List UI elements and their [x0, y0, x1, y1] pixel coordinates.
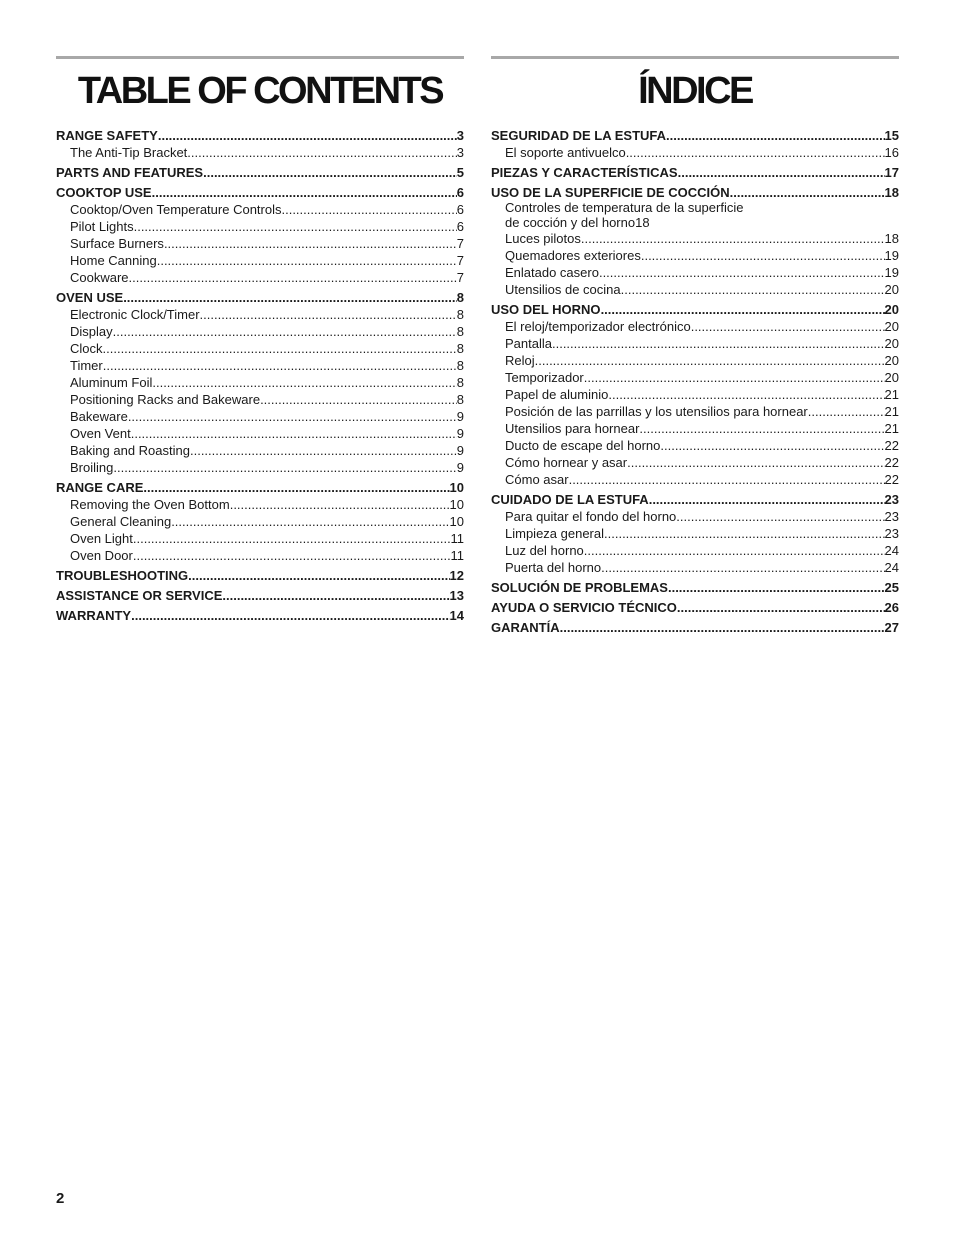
dot-leader — [560, 619, 885, 636]
toc-page-number: 21 — [884, 421, 899, 436]
toc-page-number: 10 — [449, 480, 464, 495]
toc-item-label: El reloj/temporizador electrónico — [505, 319, 691, 334]
toc-item-label: Cooktop/Oven Temperature Controls — [70, 202, 282, 217]
toc-item-entry — [56, 235, 464, 252]
toc-item-label: Bakeware — [70, 409, 128, 424]
toc-item-label: Limpieza general — [505, 526, 605, 541]
toc-page-number: 6 — [456, 185, 464, 200]
toc-page-number: 8 — [456, 324, 464, 339]
toc-item-entry — [56, 144, 464, 161]
toc-section-entry — [56, 479, 464, 496]
toc-item-entry — [491, 559, 899, 576]
toc-item-entry — [491, 454, 899, 471]
toc-item-label: Oven Door — [70, 548, 133, 563]
toc-page-number: 23 — [884, 492, 899, 507]
toc-page-number: 12 — [449, 568, 464, 583]
dot-leader — [143, 479, 449, 496]
toc-item-label: Pilot Lights — [70, 219, 134, 234]
english-column — [56, 56, 464, 624]
dot-leader — [599, 264, 885, 281]
toc-section-label: GARANTÍA — [491, 620, 560, 635]
toc-section-label: PARTS AND FEATURES — [56, 165, 204, 180]
toc-page-number: 9 — [456, 426, 464, 441]
toc-item-label: Cómo asar — [505, 472, 569, 487]
toc-item-label: Oven Light — [70, 531, 133, 546]
toc-item-entry — [56, 425, 464, 442]
toc-section-label: USO DE LA SUPERFICIE DE COCCIÓN — [491, 185, 730, 200]
toc-page-number: 9 — [456, 409, 464, 424]
toc-page-number: 21 — [884, 404, 899, 419]
dot-leader — [103, 340, 457, 357]
toc-item-label: Cómo hornear y asar — [505, 455, 628, 470]
toc-item-entry — [491, 144, 899, 161]
toc-page-number: 11 — [450, 548, 464, 563]
toc-section-entry — [56, 127, 464, 144]
toc-page-number: 20 — [884, 370, 899, 385]
dot-leader — [152, 374, 456, 391]
toc-item-entry — [491, 437, 899, 454]
toc-section-entry — [491, 619, 899, 636]
toc-item-label: Surface Burners — [70, 236, 164, 251]
toc-item-entry — [56, 513, 464, 530]
toc-section-label: TROUBLESHOOTING — [56, 568, 189, 583]
toc-page-number: 20 — [884, 282, 899, 297]
toc-section-label: ASSISTANCE OR SERVICE — [56, 588, 223, 603]
toc-page-number: 16 — [884, 145, 899, 160]
toc-item-entry — [491, 201, 899, 230]
toc-item-entry — [491, 525, 899, 542]
toc-item-label: Pantalla — [505, 336, 552, 351]
toc-section-entry — [491, 164, 899, 181]
toc-section-entry — [491, 127, 899, 144]
toc-page-number: 9 — [456, 460, 464, 475]
dot-leader — [113, 323, 457, 340]
toc-page-number: 8 — [456, 358, 464, 373]
toc-section-entry — [491, 184, 899, 201]
dot-leader — [164, 235, 457, 252]
toc-item-entry — [56, 340, 464, 357]
toc-page-number: 20 — [884, 319, 899, 334]
toc-item-entry — [491, 471, 899, 488]
dot-leader — [281, 201, 456, 218]
toc-item-entry — [491, 542, 899, 559]
dot-leader — [200, 306, 457, 323]
toc-item-entry — [491, 247, 899, 264]
dot-leader — [569, 471, 885, 488]
toc-page-number: 13 — [449, 588, 464, 603]
toc-page-number: 15 — [884, 128, 899, 143]
toc-item-entry — [491, 335, 899, 352]
toc-item-label: Controles de temperatura de la superficie — [505, 200, 744, 215]
toc-item-label: Enlatado casero — [505, 265, 599, 280]
dot-leader — [131, 607, 449, 624]
dot-leader — [103, 357, 457, 374]
dot-leader — [190, 442, 457, 459]
toc-section-label: WARRANTY — [56, 608, 132, 623]
dot-leader — [230, 496, 450, 513]
page-title: ÍNDICE — [638, 70, 752, 112]
toc-item-label: Papel de aluminio — [505, 387, 609, 402]
dot-leader — [203, 164, 457, 181]
toc-page-number: 8 — [456, 341, 464, 356]
toc-item-label: Removing the Oven Bottom — [70, 497, 230, 512]
spanish-column — [491, 56, 899, 636]
toc-page-number: 11 — [450, 531, 464, 546]
toc-page-number: 24 — [884, 560, 899, 575]
toc-item-entry — [491, 420, 899, 437]
toc-item-label: General Cleaning — [70, 514, 172, 529]
toc-item-label: Electronic Clock/Timer — [70, 307, 200, 322]
toc-item-entry — [491, 281, 899, 298]
toc-page-number: 3 — [456, 128, 464, 143]
toc-item-continuation — [505, 215, 899, 230]
toc-page-number: 9 — [456, 443, 464, 458]
toc-item-entry — [56, 374, 464, 391]
toc-item-label: Aluminum Foil — [70, 375, 153, 390]
toc-page-number: 17 — [884, 165, 899, 180]
toc-item-label: Posición de las parrillas y los utensilios para hornear — [505, 404, 808, 419]
toc-page-number: 7 — [456, 236, 464, 251]
toc-section-label: OVEN USE — [56, 290, 124, 305]
toc-page-number: 10 — [449, 514, 464, 529]
toc-page-number: 20 — [884, 336, 899, 351]
toc-page-number: 3 — [456, 145, 464, 160]
toc-list — [491, 127, 899, 636]
dot-leader — [601, 301, 885, 318]
toc-page-number: 24 — [884, 543, 899, 558]
toc-page-number: 5 — [456, 165, 464, 180]
toc-section-label: USO DEL HORNO — [491, 302, 601, 317]
dot-leader — [627, 454, 884, 471]
toc-item-entry — [491, 230, 899, 247]
toc-item-label: Quemadores exteriores — [505, 248, 641, 263]
toc-item-entry — [56, 218, 464, 235]
page-title: TABLE OF CONTENTS — [77, 70, 443, 112]
dot-leader — [678, 164, 885, 181]
dot-leader — [128, 408, 457, 425]
dot-leader — [171, 513, 449, 530]
toc-section-entry — [491, 579, 899, 596]
dot-leader — [134, 218, 457, 235]
toc-page-number: 23 — [884, 509, 899, 524]
dot-leader — [808, 403, 885, 420]
toc-page-number: 22 — [884, 455, 899, 470]
toc-item-entry — [56, 442, 464, 459]
toc-section-label: SOLUCIÓN DE PROBLEMAS — [491, 580, 668, 595]
toc-item-entry — [56, 391, 464, 408]
toc-item-entry — [56, 323, 464, 340]
toc-item-label: Luz del horno — [505, 543, 584, 558]
toc-item-entry — [491, 508, 899, 525]
toc-page-number: 23 — [884, 526, 899, 541]
toc-item-entry — [491, 318, 899, 335]
toc-item-entry — [56, 306, 464, 323]
toc-section-label: SEGURIDAD DE LA ESTUFA — [491, 128, 667, 143]
toc-page-number: 14 — [449, 608, 464, 623]
toc-item-label: Display — [70, 324, 113, 339]
dot-leader — [641, 247, 885, 264]
toc-item-label: Utensilios para hornear — [505, 421, 640, 436]
toc-item-entry — [56, 530, 464, 547]
dot-leader — [649, 491, 885, 508]
toc-page-number: 27 — [884, 620, 899, 635]
toc-page-number: 7 — [456, 270, 464, 285]
toc-section-entry — [491, 491, 899, 508]
toc-item-label: Broiling — [70, 460, 114, 475]
toc-item-label: Puerta del horno — [505, 560, 602, 575]
toc-section-entry — [56, 587, 464, 604]
toc-page-number: 7 — [456, 253, 464, 268]
toc-item-entry — [491, 264, 899, 281]
top-rule — [56, 56, 464, 59]
dot-leader — [691, 318, 885, 335]
dot-leader — [668, 579, 885, 596]
dot-leader — [187, 144, 456, 161]
toc-section-label: PIEZAS Y CARACTERÍSTICAS — [491, 165, 678, 180]
toc-section-label: RANGE CARE — [56, 480, 144, 495]
dot-leader — [157, 252, 457, 269]
dot-leader — [113, 459, 456, 476]
dot-leader — [131, 425, 457, 442]
dot-leader — [608, 386, 884, 403]
dot-leader — [666, 127, 885, 144]
page-number: 2 — [56, 1190, 65, 1207]
toc-page-number: 8 — [456, 375, 464, 390]
dot-leader — [677, 599, 885, 616]
toc-page-number: 21 — [884, 387, 899, 402]
dot-leader — [158, 127, 457, 144]
toc-section-label: RANGE SAFETY — [56, 128, 158, 143]
dot-leader — [123, 289, 457, 306]
dot-leader — [584, 369, 885, 386]
toc-page-number: 20 — [884, 302, 899, 317]
toc-item-entry — [56, 357, 464, 374]
toc-page-number: 8 — [456, 290, 464, 305]
toc-page-number: 20 — [884, 353, 899, 368]
dot-leader — [188, 567, 449, 584]
toc-item-label: Temporizador — [505, 370, 584, 385]
toc-item-entry — [56, 547, 464, 564]
toc-item-entry — [56, 459, 464, 476]
toc-item-label: The Anti-Tip Bracket — [70, 145, 188, 160]
toc-section-entry — [56, 289, 464, 306]
toc-item-label: Positioning Racks and Bakeware — [70, 392, 261, 407]
toc-item-entry — [56, 269, 464, 286]
dot-leader — [601, 559, 884, 576]
toc-section-label: COOKTOP USE — [56, 185, 152, 200]
toc-item-label: El soporte antivuelco — [505, 145, 626, 160]
toc-item-entry — [56, 252, 464, 269]
toc-item-entry — [56, 496, 464, 513]
dot-leader — [133, 530, 451, 547]
toc-item-label: Oven Vent — [70, 426, 131, 441]
dot-leader — [660, 437, 884, 454]
toc-item-entry — [491, 352, 899, 369]
dot-leader — [584, 542, 885, 559]
top-rule — [491, 56, 899, 59]
toc-item-label: Timer — [70, 358, 103, 373]
toc-item-label: Ducto de escape del horno — [505, 438, 661, 453]
dot-leader — [152, 184, 457, 201]
toc-item-label: Baking and Roasting — [70, 443, 190, 458]
dot-leader — [133, 547, 451, 564]
toc-page-number: 10 — [449, 497, 464, 512]
toc-page-number: 18 — [635, 215, 650, 230]
toc-item-label: Reloj — [505, 353, 535, 368]
toc-page-number: 26 — [884, 600, 899, 615]
toc-item-entry — [56, 408, 464, 425]
toc-page-number: 6 — [456, 219, 464, 234]
toc-item-entry — [56, 201, 464, 218]
toc-item-label-continued: de cocción y del horno — [505, 215, 636, 230]
toc-page-number: 19 — [884, 248, 899, 263]
toc-page-number: 25 — [884, 580, 899, 595]
dot-leader — [626, 144, 885, 161]
toc-item-entry — [491, 386, 899, 403]
dot-leader — [621, 281, 885, 298]
toc-section-entry — [56, 567, 464, 584]
dot-leader — [604, 525, 885, 542]
dot-leader — [535, 352, 885, 369]
dot-leader — [676, 508, 884, 525]
toc-item-entry — [491, 403, 899, 420]
dot-leader — [129, 269, 457, 286]
toc-section-entry — [56, 164, 464, 181]
toc-section-label: AYUDA O SERVICIO TÉCNICO — [491, 600, 677, 615]
toc-page-number: 18 — [884, 231, 899, 246]
toc-item-label: Cookware — [70, 270, 129, 285]
toc-section-label: CUIDADO DE LA ESTUFA — [491, 492, 649, 507]
dot-leader — [730, 184, 885, 201]
toc-section-entry — [56, 607, 464, 624]
toc-item-entry — [491, 369, 899, 386]
toc-section-entry — [491, 301, 899, 318]
toc-item-label: Home Canning — [70, 253, 157, 268]
dot-leader — [260, 391, 457, 408]
toc-item-label: Luces pilotos — [505, 231, 581, 246]
toc-page-number: 22 — [884, 472, 899, 487]
toc-page-number: 18 — [884, 185, 899, 200]
dot-leader — [639, 420, 884, 437]
dot-leader — [222, 587, 449, 604]
toc-item-label: Clock — [70, 341, 103, 356]
toc-item-label: Para quitar el fondo del horno — [505, 509, 677, 524]
dot-leader — [581, 230, 885, 247]
toc-page-number: 22 — [884, 438, 899, 453]
toc-section-entry — [491, 599, 899, 616]
toc-page-number: 8 — [456, 307, 464, 322]
toc-page-number: 6 — [456, 202, 464, 217]
toc-page-number: 19 — [884, 265, 899, 280]
toc-item-label: Utensilios de cocina — [505, 282, 621, 297]
toc-section-entry — [56, 184, 464, 201]
dot-leader — [552, 335, 885, 352]
toc-page-number: 8 — [456, 392, 464, 407]
toc-list — [56, 127, 464, 624]
